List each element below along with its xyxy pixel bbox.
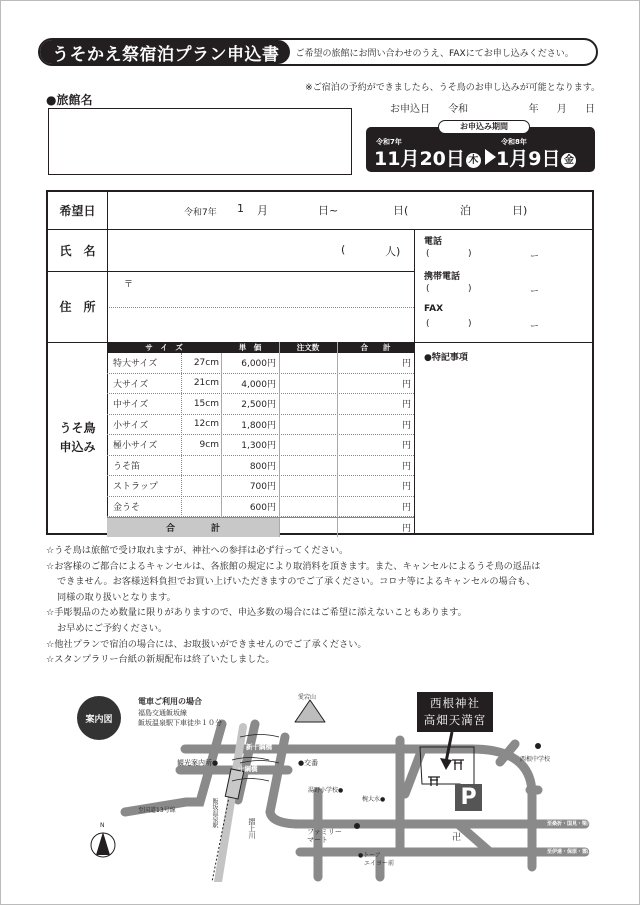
toa-1: ●トーア [358,852,381,859]
header-note: ご希望の旅館にお問い合わせのうえ、FAXにてお申し込みください。 [295,48,574,59]
note-2-cont2: 同様の取り扱いとなります。 [57,591,176,603]
wish-date-label: 希望日 [59,204,96,218]
inn-name-label: ●旅館名 [46,93,93,107]
item-price: 1,800円 [241,420,276,431]
item-total: 円 [401,359,411,370]
mountain-icon [295,700,325,722]
map-title: 案内図 [77,696,121,740]
col-divider [221,353,222,517]
item-price: 600円 [249,502,276,513]
start-dow: 木 [466,153,481,168]
wish-day-to: 日( [393,204,409,217]
name-field[interactable] [107,229,414,271]
label-tsuna: 十綱橋 [238,765,258,773]
label-yuno-school: 湯野小学校● [308,787,344,794]
item-total: 円 [401,400,411,411]
item-size: 21cm [193,378,219,389]
start-date-text: 11月20日 [374,148,465,170]
fax-paren-close: ) [468,319,472,329]
end-date-text: 1月9日 [496,148,561,170]
item-size [181,456,219,476]
wish-month-num: 1 [237,202,244,215]
divider [107,517,414,518]
special-notes-label: ●特記事項 [424,353,468,363]
order-label-line2: 申込み [59,439,96,454]
item-price: 4,000円 [241,379,276,390]
item-qty[interactable] [279,374,337,394]
family-mart-2: マート [307,836,328,844]
wish-month: 月 [257,204,268,217]
postal-mark: 〒 [124,280,134,290]
people-close: 人) [385,245,401,258]
notes [46,543,606,668]
item-size: 27cm [193,357,219,368]
contacts-block [416,231,592,341]
order-label-line1: うそ鳥 [59,420,96,435]
order-sum-row [107,517,414,537]
note-5: ☆スタンプラリー台紙の新規配布は終了いたしました。 [46,654,275,666]
apply-date-era: 令和 [448,104,469,115]
item-total: 円 [401,379,411,390]
wish-day-from: 日~ [318,204,339,217]
order-row [107,456,414,477]
item-qty[interactable] [279,435,337,455]
fax-dash: ー [530,322,540,332]
item-price: 800円 [249,461,276,472]
label-kanko: 観光案内所● [177,759,219,767]
item-total: 円 [401,441,411,452]
form-header [38,38,598,66]
toa-2: エイヨー前 [364,860,395,867]
item-size [181,497,219,517]
arrow-right-icon [485,149,496,165]
label-shin-tsuna: 新十綱橋 [246,743,272,751]
label-wandaimizu: 椀大水● [362,796,386,803]
end-dow: 金 [561,153,576,168]
item-total: 円 [401,420,411,431]
item-qty[interactable] [279,353,337,373]
sum-qty[interactable] [279,517,337,537]
reservation-note: ※ご宿泊の予約ができましたら、うそ鳥のお申し込みが可能となります。 [305,83,600,93]
divider [414,229,415,533]
item-size: 12cm [193,419,219,430]
application-date [390,100,595,115]
sum-label: 合 計 [107,517,279,537]
label-to-kori: 至桑折・国見・梁川 [547,821,593,827]
order-row [107,497,414,518]
wish-nights: 泊 [460,204,471,217]
train-heading: 電車ご利用の場合 [138,697,202,706]
item-size: 9cm [199,439,219,450]
apply-date-day: 日 [584,104,595,115]
apply-date-month: 月 [556,104,567,115]
item-qty[interactable] [279,415,337,435]
note-1: ☆うそ鳥は旅館で受け取れますが、神社への参拝は必ず行ってください。 [46,545,349,556]
item-name: 金うそ [113,502,141,513]
period-start-date [374,144,481,171]
item-size: 15cm [193,398,219,409]
item-price: 700円 [249,482,276,493]
road-diag [405,752,421,794]
order-table-header [107,342,414,353]
item-qty[interactable] [279,456,337,476]
phone-paren-open: ( [426,249,430,259]
note-2: ☆お客様のご都合によるキャンセルは、各旅館の規定により取消料を頂きます。また、キャンセルによるうそ鳥の返品は [46,560,541,572]
wish-era-year: 令和7年 [184,208,217,218]
col-price: 単 価 [238,343,262,352]
application-period [366,122,595,172]
people-open: ( [341,243,346,256]
north-label: N [100,822,105,829]
apply-date-label: お申込日 [390,104,430,115]
phone-dash: ー [530,252,540,262]
order-row [107,374,414,395]
train-line: 福島交通飯坂線 [138,709,187,717]
application-form [46,190,594,535]
road-route13 [125,724,222,812]
item-name: 中サイズ [113,400,149,411]
mobile-dash: ー [530,287,540,297]
sum-total: 円 [401,523,411,534]
address-label: 住 所 [59,300,96,314]
item-qty[interactable] [279,497,337,517]
phone-field[interactable] [424,234,584,268]
label-route13: 至国道13号線 [138,807,176,814]
item-price: 6,000円 [241,359,276,370]
fax-label: FAX [424,304,444,314]
special-notes-field[interactable] [416,344,592,533]
item-qty[interactable] [279,394,337,414]
phone-label: 電話 [424,237,443,247]
form-title: うそかえ祭宿泊プラン申込書 [40,40,290,64]
fax-paren-open: ( [426,319,430,329]
label-river: 摺上川 [248,818,256,839]
note-4: ☆他社プランで宿泊の場合には、お取扱いができませんのでご了承ください。 [46,638,367,650]
period-start-era: 令和7年 [376,138,402,146]
item-total: 円 [401,461,411,472]
item-name: 特大サイズ [113,359,158,370]
col-divider [279,342,280,537]
label-nishine-jhs: 西根中学校 [520,756,551,763]
item-name: うそ笛 [113,461,141,472]
item-price: 1,300円 [241,441,276,452]
train-station-walk: 飯坂温泉駅下車徒歩１０分 [138,719,222,727]
period-end-era: 令和8年 [501,138,527,146]
mobile-paren-close: ) [468,284,472,294]
fax-field[interactable] [424,304,584,338]
order-label [48,342,107,533]
address-field[interactable] [107,271,414,342]
order-row [107,476,414,497]
parking-icon: P [455,784,482,811]
item-total: 円 [401,502,411,513]
label-atago: 愛宕山 [298,694,317,701]
note-3-cont: お早めにご予約ください。 [57,622,168,634]
mobile-field[interactable] [424,269,584,303]
mobile-paren-open: ( [426,284,430,294]
access-map [60,682,600,882]
order-row [107,353,414,374]
period-tag: お申込み期間 [438,120,530,134]
temple-icon: 卍 [452,833,462,843]
col-size: サ イ ズ [145,343,183,352]
label-koban: ●交番 [298,759,319,767]
item-size [181,476,219,496]
shrine-name-1: 西根神社 [430,696,480,710]
label-family-mart [307,828,342,844]
col-qty: 注文数 [296,343,320,352]
label-station: 飯坂温泉駅 [211,798,218,828]
label-to-date: 至伊達・保原・霊山 [547,849,593,855]
shrine-name-2: 高畑天満宮 [423,713,487,727]
order-row [107,435,414,456]
inn-name-field[interactable] [48,108,352,175]
order-row [107,394,414,415]
period-end-date [496,144,576,171]
family-mart-1: ファミリー [307,828,342,836]
order-row [107,415,414,436]
item-name: 小サイズ [113,420,149,431]
note-2-cont: できません。お客様送料負担でお買い上げいただきますのでご了承ください。コロナ等によるキャンセルの場合も、 [57,576,536,588]
item-total: 円 [401,482,411,493]
phone-paren-close: ) [468,249,472,259]
item-price: 2,500円 [241,400,276,411]
label-toa [358,852,394,868]
name-label: 氏 名 [59,243,96,258]
item-qty[interactable] [279,476,337,496]
item-name: ストラップ [113,482,158,493]
mobile-label: 携帯電話 [424,272,461,282]
shrine-label [417,692,493,732]
apply-date-year: 年 [528,104,539,115]
col-total: 合 計 [360,343,391,352]
item-name: 極小サイズ [113,441,158,452]
col-divider [181,353,182,517]
note-3: ☆手彫製品のため数量に限りがありますので、申込多数の場合にはご希望に添えないこともあります。 [46,607,467,619]
wish-days: 日) [512,204,528,217]
item-name: 大サイズ [113,379,149,390]
col-divider [337,342,338,537]
wish-date-field[interactable] [107,192,592,229]
